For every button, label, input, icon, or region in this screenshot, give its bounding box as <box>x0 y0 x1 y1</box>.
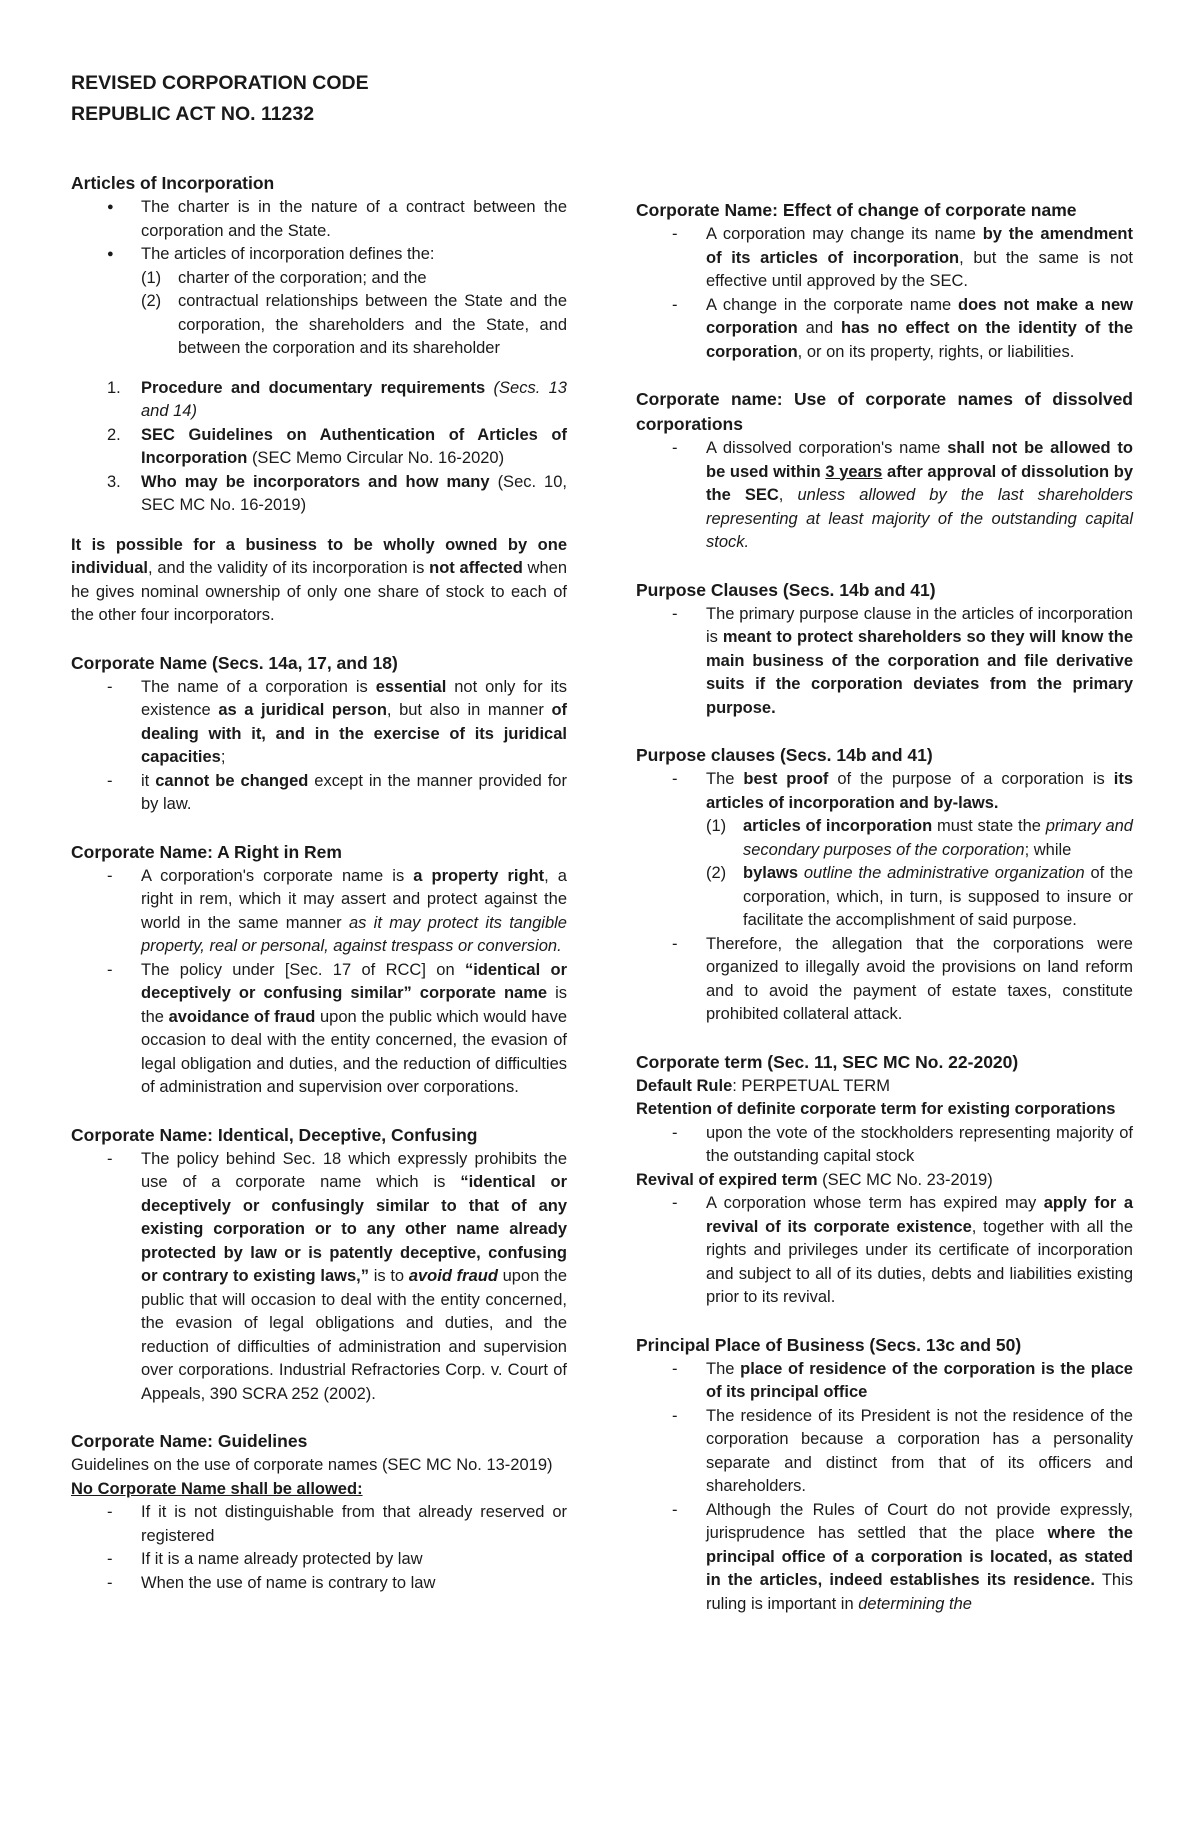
list-item: - it cannot be changed except in the manner provided for by law. <box>71 770 567 817</box>
list-item: (1) charter of the corporation; and the <box>141 268 427 287</box>
place-list <box>636 1358 1133 1617</box>
list-item: - If it is a name already protected by law <box>71 1548 567 1572</box>
title-line-2: REPUBLIC ACT NO. 11232 <box>71 103 315 125</box>
list-item: - The place of residence of the corporation is the place of its principal office <box>636 1358 1133 1405</box>
section-articles <box>71 171 567 628</box>
list-item: - The name of a corporation is essential not only for its existence as a juridical person, but also in manner of dealing with it, and in the exercise of its juridical capacities; <box>71 676 567 770</box>
place-heading: Principal Place of Business (Secs. 13c and 50) <box>636 1334 1022 1355</box>
list-item: - The policy under [Sec. 17 of RCC] on “identical or deceptively or confusing similar” corporate name is the avoidance of fraud upon the public which would have occasion to deal with the entity concerned, the evasion of legal obligation and duties, and the reduction of difficulties of administration and supervision over corporations. <box>71 959 567 1100</box>
identical-list <box>71 1148 567 1407</box>
list-item: - A change in the corporate name does not make a new corporation and has no effect on the identity of the corporation, or on its property, rights, or liabilities. <box>636 294 1133 365</box>
term-revival-list <box>636 1192 1133 1310</box>
sole-owner-paragraph: It is possible for a business to be wholly owned by one individual, and the validity of its incorporation is not affected when he gives nominal ownership of only one share of stock to each of the other four incorporators. <box>71 535 567 624</box>
right-in-rem-list <box>71 865 567 1100</box>
dissolved-list <box>636 437 1133 555</box>
change-heading: Corporate Name: Effect of change of corporate name <box>636 200 1077 220</box>
list-item: 2. SEC Guidelines on Authentication of Articles of Incorporation (SEC Memo Circular No. 16-2020) <box>107 425 567 467</box>
purpose-1-heading: Purpose Clauses (Secs. 14b and 41) <box>636 579 936 600</box>
purpose-1-list <box>636 603 1133 721</box>
purpose-2-list-cont <box>636 933 1133 1027</box>
list-item: - When the use of name is contrary to law <box>71 1572 567 1596</box>
document-title <box>71 68 369 130</box>
list-item: (2) contractual relationships between the State and the corporation, the shareholders and the State, and between the corporation and its shareholder <box>141 292 567 357</box>
term-default-rule: Default Rule: PERPETUAL TERM <box>636 1076 890 1095</box>
term-retention: Retention of definite corporate term for existing corporations <box>636 1100 1116 1118</box>
section-dissolved <box>636 387 1133 555</box>
list-item: - upon the vote of the stockholders representing majority of the outstanding capital stock <box>636 1122 1133 1169</box>
corporate-name-list <box>71 676 567 817</box>
articles-sublist <box>141 267 567 361</box>
section-corporate-term <box>636 1050 1133 1310</box>
term-retention-list <box>636 1122 1133 1169</box>
purpose-2-list <box>636 768 1133 815</box>
left-column <box>71 171 567 1618</box>
right-column <box>636 198 1133 1639</box>
dissolved-heading: Corporate name: Use of corporate names of dissolved corporations <box>636 389 1133 434</box>
guidelines-list <box>71 1501 567 1595</box>
term-revival: Revival of expired term (SEC MC No. 23-2019) <box>636 1170 993 1189</box>
section-change-of-name <box>636 198 1133 364</box>
list-item: ● The charter is in the nature of a contract between the corporation and the State. <box>71 196 567 243</box>
list-item: - Although the Rules of Court do not provide expressly, jurisprudence has settled that the place where the principal office of a corporation is located, as stated in the articles, indeed establishes its residence. This ruling is important in determining the <box>636 1499 1133 1617</box>
articles-bullets <box>71 196 567 267</box>
section-purpose-clauses-2 <box>636 743 1133 1027</box>
purpose-2-heading: Purpose clauses (Secs. 14b and 41) <box>636 745 933 765</box>
list-item: - A dissolved corporation's name shall not be allowed to be used within 3 years after approval of dissolution by the SEC, unless allowed by the last shareholders representing at least majority of the outstanding capital stock. <box>636 437 1133 555</box>
identical-heading: Corporate Name: Identical, Deceptive, Confusing <box>71 1124 478 1145</box>
list-item: ● The articles of incorporation defines the: <box>71 243 567 267</box>
section-identical <box>71 1123 567 1407</box>
guidelines-intro: Guidelines on the use of corporate names (SEC MC No. 13-2019) <box>71 1456 553 1474</box>
list-item: - A corporation whose term has expired may apply for a revival of its corporate existence, together with all the rights and privileges under its certificate of incorporation and subject to all of its duties, debts and liabilities existing prior to its revival. <box>636 1192 1133 1310</box>
change-list <box>636 223 1133 364</box>
articles-numbered-list <box>71 377 567 518</box>
list-item: (1) articles of incorporation must state the primary and secondary purposes of the corporation; while <box>706 817 1133 859</box>
purpose-2-sublist <box>636 815 1133 933</box>
section-right-in-rem <box>71 840 567 1100</box>
list-item: - A corporation's corporate name is a property right, a right in rem, which it may assert and protect against the world in the same manner as it may protect its tangible property, real or personal, against trespass or conversion. <box>71 865 567 959</box>
list-item: 1. Procedure and documentary requirements (Secs. 13 and 14) <box>107 378 567 420</box>
list-item: - If it is not distinguishable from that already reserved or registered <box>71 1501 567 1548</box>
right-in-rem-heading: Corporate Name: A Right in Rem <box>71 841 342 862</box>
list-item: - The residence of its President is not the residence of the corporation because a corporation has a personality separate and distinct from that of its officers and shareholders. <box>636 1405 1133 1499</box>
articles-heading: Articles of Incorporation <box>71 173 275 193</box>
list-item: - Therefore, the allegation that the corporations were organized to illegally avoid the provisions on land reform and to avoid the payment of estate taxes, constitute prohibited collateral attack. <box>636 933 1133 1027</box>
list-item: - The best proof of the purpose of a corporation is its articles of incorporation and by-laws. <box>636 768 1133 815</box>
term-heading: Corporate term (Sec. 11, SEC MC No. 22-2020) <box>636 1051 1019 1072</box>
list-item: - The primary purpose clause in the articles of incorporation is meant to protect shareholders so they will know the main business of the corporation and file derivative suits if the corporation deviates from the primary purpose. <box>636 603 1133 721</box>
section-guidelines <box>71 1429 567 1595</box>
guidelines-not-allowed: No Corporate Name shall be allowed: <box>71 1479 363 1498</box>
section-purpose-clauses-1 <box>636 578 1133 721</box>
list-item: - The policy behind Sec. 18 which expressly prohibits the use of a corporate name which is “identical or deceptively or confusingly similar to that of any existing corporation or to any other name already protected by law or is patently deceptive, confusing or contrary to existing laws,” is to avoid fraud upon the public that will occasion to deal with the entity concerned, the evasion of legal obligations and duties, and the reduction of difficulties of administration and supervision over corporations. Industrial Refractories Corp. v. Court of Appeals, 390 SCRA 252 (2002). <box>71 1148 567 1407</box>
guidelines-heading: Corporate Name: Guidelines <box>71 1431 308 1451</box>
list-item: 3. Who may be incorporators and how many (Sec. 10, SEC MC No. 16-2019) <box>107 472 567 514</box>
corporate-name-heading: Corporate Name (Secs. 14a, 17, and 18) <box>71 652 398 673</box>
section-principal-place <box>636 1333 1133 1617</box>
list-item: - A corporation may change its name by the amendment of its articles of incorporation, but the same is not effective until approved by the SEC. <box>636 223 1133 294</box>
section-corporate-name <box>71 651 567 817</box>
list-item: (2) bylaws outline the administrative organization of the corporation, which, in turn, is supposed to insure or facilitate the accomplishment of said purpose. <box>706 864 1133 929</box>
title-line-1: REVISED CORPORATION CODE <box>71 72 369 94</box>
